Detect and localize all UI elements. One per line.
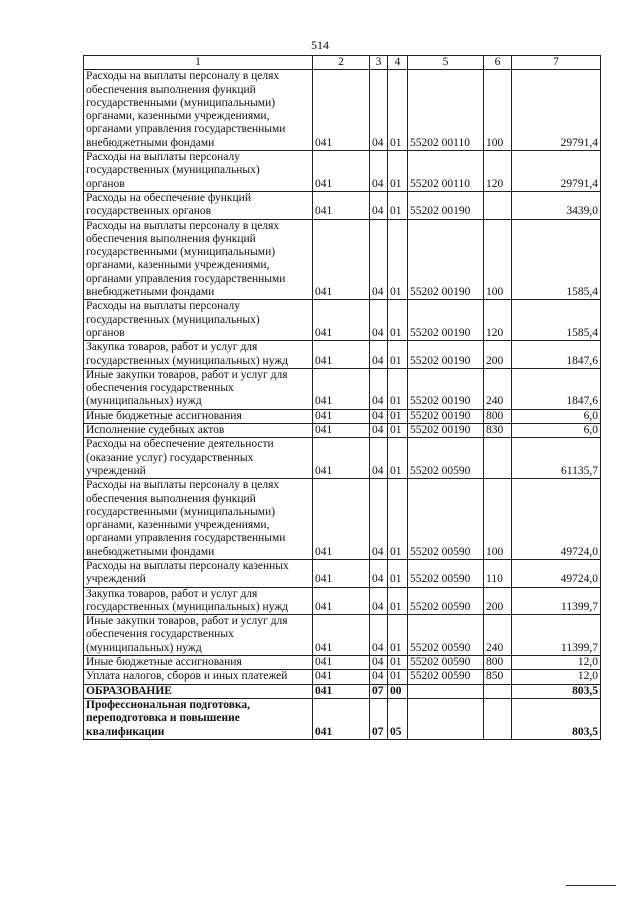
cell-expense-type: 100 <box>484 479 512 560</box>
cell-section: 04 <box>370 300 388 341</box>
cell-ministry: 041 <box>313 300 370 341</box>
footer-rule <box>566 885 616 886</box>
table-row <box>84 698 601 739</box>
cell-ministry: 041 <box>313 698 370 739</box>
cell-expense-type: 240 <box>484 615 512 656</box>
cell-ministry: 041 <box>313 341 370 369</box>
cell-target: 55202 00590 <box>408 438 484 479</box>
cell-expense-type: 800 <box>484 656 512 670</box>
table-row <box>84 300 601 341</box>
table-row <box>84 368 601 409</box>
header-cell-ministry: 2 <box>313 56 370 70</box>
header-cell-amount: 7 <box>512 56 601 70</box>
cell-expense-type <box>484 684 512 698</box>
cell-ministry: 041 <box>313 559 370 587</box>
cell-expense-type: 240 <box>484 368 512 409</box>
cell-name: Расходы на выплаты персоналу в целях обеспечения выполнения функций государственными (муниципальными) органами, казенными учреждениями, органами управления государственными внебюджетными фондами <box>84 70 313 151</box>
cell-name: Расходы на выплаты персоналу государственных (муниципальных) органов <box>84 151 313 192</box>
cell-name: Расходы на обеспечение деятельности (оказание услуг) государственных учреждений <box>84 438 313 479</box>
cell-subsection: 01 <box>388 191 408 219</box>
cell-expense-type: 200 <box>484 587 512 615</box>
cell-ministry: 041 <box>313 684 370 698</box>
cell-amount: 1585,4 <box>512 300 601 341</box>
cell-section: 07 <box>370 698 388 739</box>
cell-expense-type <box>484 438 512 479</box>
table-row <box>84 70 601 151</box>
header-cell-name: 1 <box>84 56 313 70</box>
cell-section: 07 <box>370 684 388 698</box>
cell-expense-type <box>484 698 512 739</box>
cell-name: Профессиональная подготовка, переподготовка и повышение квалификации <box>84 698 313 739</box>
cell-target: 55202 00590 <box>408 656 484 670</box>
table-row <box>84 191 601 219</box>
cell-amount: 11399,7 <box>512 615 601 656</box>
cell-amount: 29791,4 <box>512 151 601 192</box>
cell-name: Расходы на выплаты персоналу государственных (муниципальных) органов <box>84 300 313 341</box>
cell-ministry: 041 <box>313 219 370 300</box>
cell-expense-type: 100 <box>484 70 512 151</box>
table-row <box>84 559 601 587</box>
table-row <box>84 670 601 684</box>
cell-expense-type: 800 <box>484 409 512 423</box>
cell-target: 55202 00590 <box>408 615 484 656</box>
cell-name: Иные закупки товаров, работ и услуг для обеспечения государственных (муниципальных) нужд <box>84 368 313 409</box>
cell-target <box>408 684 484 698</box>
cell-target: 55202 00190 <box>408 219 484 300</box>
cell-subsection: 01 <box>388 479 408 560</box>
cell-target: 55202 00190 <box>408 191 484 219</box>
cell-name: Иные закупки товаров, работ и услуг для обеспечения государственных (муниципальных) нужд <box>84 615 313 656</box>
cell-ministry: 041 <box>313 438 370 479</box>
cell-subsection: 01 <box>388 151 408 192</box>
cell-section: 04 <box>370 368 388 409</box>
table-row <box>84 409 601 423</box>
cell-section: 04 <box>370 587 388 615</box>
cell-name: Расходы на обеспечение функций государственных органов <box>84 191 313 219</box>
cell-section: 04 <box>370 656 388 670</box>
cell-ministry: 041 <box>313 191 370 219</box>
header-cell-section: 3 <box>370 56 388 70</box>
cell-section: 04 <box>370 409 388 423</box>
table-row <box>84 615 601 656</box>
cell-target <box>408 698 484 739</box>
cell-amount: 12,0 <box>512 670 601 684</box>
cell-amount: 49724,0 <box>512 559 601 587</box>
cell-ministry: 041 <box>313 656 370 670</box>
cell-subsection: 01 <box>388 656 408 670</box>
table-row <box>84 684 601 698</box>
table-row <box>84 479 601 560</box>
cell-ministry: 041 <box>313 615 370 656</box>
cell-name: Расходы на выплаты персоналу в целях обеспечения выполнения функций государственными (муниципальными) органами, казенными учреждениями, органами управления государственными внебюджетными фондами <box>84 479 313 560</box>
cell-subsection: 01 <box>388 424 408 438</box>
header-row <box>84 56 601 70</box>
cell-subsection: 01 <box>388 587 408 615</box>
cell-amount: 49724,0 <box>512 479 601 560</box>
cell-section: 04 <box>370 191 388 219</box>
cell-name: Закупка товаров, работ и услуг для государственных (муниципальных) нужд <box>84 587 313 615</box>
cell-amount: 803,5 <box>512 698 601 739</box>
cell-section: 04 <box>370 341 388 369</box>
cell-target: 55202 00590 <box>408 587 484 615</box>
table-body <box>84 70 601 740</box>
cell-target: 55202 00190 <box>408 424 484 438</box>
cell-target: 55202 00190 <box>408 409 484 423</box>
cell-ministry: 041 <box>313 424 370 438</box>
cell-section: 04 <box>370 70 388 151</box>
cell-target: 55202 00110 <box>408 151 484 192</box>
cell-expense-type: 110 <box>484 559 512 587</box>
cell-name: Расходы на выплаты персоналу в целях обеспечения выполнения функций государственными (муниципальными) органами, казенными учреждениями, органами управления государственными внебюджетными фондами <box>84 219 313 300</box>
cell-expense-type: 120 <box>484 300 512 341</box>
cell-name: ОБРАЗОВАНИЕ <box>84 684 313 698</box>
cell-section: 04 <box>370 219 388 300</box>
table-row <box>84 656 601 670</box>
cell-name: Иные бюджетные ассигнования <box>84 656 313 670</box>
cell-subsection: 01 <box>388 219 408 300</box>
cell-amount: 803,5 <box>512 684 601 698</box>
cell-ministry: 041 <box>313 479 370 560</box>
cell-subsection: 01 <box>388 670 408 684</box>
cell-ministry: 041 <box>313 587 370 615</box>
cell-subsection: 01 <box>388 615 408 656</box>
cell-name: Исполнение судебных актов <box>84 424 313 438</box>
cell-section: 04 <box>370 670 388 684</box>
cell-amount: 29791,4 <box>512 70 601 151</box>
budget-table <box>83 55 601 740</box>
cell-expense-type: 830 <box>484 424 512 438</box>
cell-name: Уплата налогов, сборов и иных платежей <box>84 670 313 684</box>
cell-ministry: 041 <box>313 670 370 684</box>
cell-target: 55202 00190 <box>408 341 484 369</box>
cell-subsection: 05 <box>388 698 408 739</box>
page-number: 514 <box>311 38 329 52</box>
cell-amount: 1847,6 <box>512 341 601 369</box>
table-row <box>84 151 601 192</box>
cell-ministry: 041 <box>313 409 370 423</box>
cell-amount: 11399,7 <box>512 587 601 615</box>
table-row <box>84 341 601 369</box>
cell-expense-type: 100 <box>484 219 512 300</box>
table-row <box>84 438 601 479</box>
table-row <box>84 587 601 615</box>
cell-target: 55202 00590 <box>408 559 484 587</box>
cell-subsection: 00 <box>388 684 408 698</box>
cell-expense-type: 120 <box>484 151 512 192</box>
cell-expense-type: 200 <box>484 341 512 369</box>
cell-subsection: 01 <box>388 409 408 423</box>
table-row <box>84 219 601 300</box>
cell-target: 55202 00590 <box>408 670 484 684</box>
cell-amount: 61135,7 <box>512 438 601 479</box>
table-row <box>84 424 601 438</box>
header-cell-target: 5 <box>408 56 484 70</box>
cell-name: Расходы на выплаты персоналу казенных учреждений <box>84 559 313 587</box>
cell-subsection: 01 <box>388 559 408 587</box>
cell-target: 55202 00190 <box>408 300 484 341</box>
cell-section: 04 <box>370 559 388 587</box>
cell-section: 04 <box>370 151 388 192</box>
cell-expense-type <box>484 191 512 219</box>
cell-target: 55202 00190 <box>408 368 484 409</box>
cell-ministry: 041 <box>313 151 370 192</box>
cell-section: 04 <box>370 479 388 560</box>
cell-amount: 6,0 <box>512 409 601 423</box>
cell-expense-type: 850 <box>484 670 512 684</box>
cell-amount: 6,0 <box>512 424 601 438</box>
cell-subsection: 01 <box>388 368 408 409</box>
cell-target: 55202 00110 <box>408 70 484 151</box>
cell-amount: 1585,4 <box>512 219 601 300</box>
cell-subsection: 01 <box>388 300 408 341</box>
cell-ministry: 041 <box>313 70 370 151</box>
cell-ministry: 041 <box>313 368 370 409</box>
cell-target: 55202 00590 <box>408 479 484 560</box>
cell-subsection: 01 <box>388 438 408 479</box>
cell-section: 04 <box>370 438 388 479</box>
cell-amount: 12,0 <box>512 656 601 670</box>
header-cell-expense-type: 6 <box>484 56 512 70</box>
cell-name: Закупка товаров, работ и услуг для государственных (муниципальных) нужд <box>84 341 313 369</box>
cell-subsection: 01 <box>388 70 408 151</box>
cell-section: 04 <box>370 424 388 438</box>
cell-amount: 1847,6 <box>512 368 601 409</box>
cell-name: Иные бюджетные ассигнования <box>84 409 313 423</box>
cell-subsection: 01 <box>388 341 408 369</box>
cell-amount: 3439,0 <box>512 191 601 219</box>
cell-section: 04 <box>370 615 388 656</box>
header-cell-subsection: 4 <box>388 56 408 70</box>
